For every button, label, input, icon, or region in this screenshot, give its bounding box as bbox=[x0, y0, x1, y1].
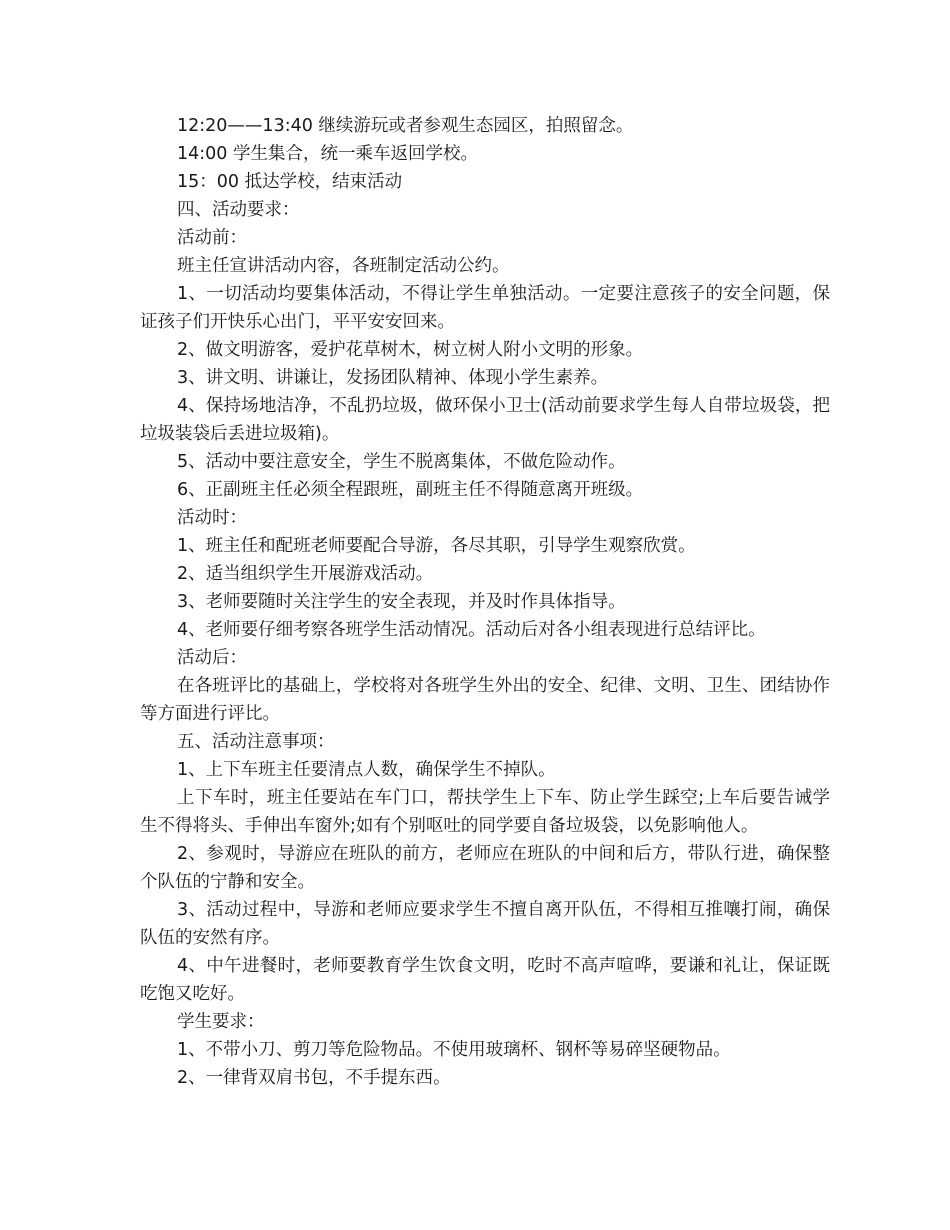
list-item: 2、适当组织学生开展游戏活动。 bbox=[177, 564, 434, 584]
list-item: 1、班主任和配班老师要配合导游，各尽其职，引导学生观察欣赏。 bbox=[177, 536, 696, 556]
paragraph: 在各班评比的基础上，学校将对各班学生外出的安全、纪律、文明、卫生、团结协作等方面进行评比。 bbox=[140, 676, 830, 724]
subheading-after-activity: 活动后： bbox=[177, 648, 247, 668]
list-item: 1、上下车班主任要清点人数，确保学生不掉队。 bbox=[177, 760, 556, 780]
list-item: 3、讲文明、讲谦让，发扬团队精神、体现小学生素养。 bbox=[177, 368, 609, 388]
list-item: 5、活动中要注意安全，学生不脱离集体，不做危险动作。 bbox=[177, 452, 626, 472]
document-body bbox=[140, 112, 830, 1092]
list-item: 1、不带小刀、剪刀等危险物品。不使用玻璃杯、钢杯等易碎坚硬物品。 bbox=[177, 1040, 731, 1060]
subheading-before-activity: 活动前： bbox=[177, 228, 247, 248]
list-item: 1、一切活动均要集体活动，不得让学生单独活动。一定要注意孩子的安全问题，保证孩子们开快乐心出门，平平安安回来。 bbox=[140, 284, 830, 332]
schedule-line-1500: 15：00 抵达学校，结束活动 bbox=[177, 172, 403, 192]
paragraph: 班主任宣讲活动内容，各班制定活动公约。 bbox=[177, 256, 510, 276]
list-item: 2、一律背双肩书包，不手提东西。 bbox=[177, 1068, 451, 1088]
list-item: 2、参观时，导游应在班队的前方，老师应在班队的中间和后方，带队行进，确保整个队伍的宁静和安全。 bbox=[140, 844, 830, 892]
paragraph: 上下车时，班主任要站在车门口，帮扶学生上下车、防止学生踩空;上车后要告诫学生不得将头、手伸出车窗外;如有个别呕吐的同学要自备垃圾袋，以免影响他人。 bbox=[140, 788, 830, 836]
schedule-line-1220: 12:20——13:40 继续游玩或者参观生态园区，拍照留念。 bbox=[177, 116, 634, 136]
schedule-line-1400: 14:00 学生集合，统一乘车返回学校。 bbox=[177, 144, 478, 164]
section-heading-requirements: 四、活动要求： bbox=[177, 200, 300, 220]
list-item: 4、中午进餐时，老师要教育学生饮食文明，吃时不高声喧哗，要谦和礼让，保证既吃饱又吃好。 bbox=[140, 956, 830, 1004]
list-item: 3、活动过程中，导游和老师应要求学生不擅自离开队伍，不得相互推嚷打闹，确保队伍的安然有序。 bbox=[140, 900, 830, 948]
list-item: 4、老师要仔细考察各班学生活动情况。活动后对各小组表现进行总结评比。 bbox=[177, 620, 766, 640]
section-heading-precautions: 五、活动注意事项： bbox=[177, 732, 335, 752]
subheading-student-requirements: 学生要求： bbox=[177, 1012, 265, 1032]
list-item: 4、保持场地洁净，不乱扔垃圾，做环保小卫士(活动前要求学生每人自带垃圾袋，把垃圾装袋后丢进垃圾箱)。 bbox=[140, 396, 830, 444]
subheading-during-activity: 活动时： bbox=[177, 508, 247, 528]
list-item: 6、正副班主任必须全程跟班，副班主任不得随意离开班级。 bbox=[177, 480, 644, 500]
list-item: 2、做文明游客，爱护花草树木，树立树人附小文明的形象。 bbox=[177, 340, 644, 360]
list-item: 3、老师要随时关注学生的安全表现，并及时作具体指导。 bbox=[177, 592, 626, 612]
